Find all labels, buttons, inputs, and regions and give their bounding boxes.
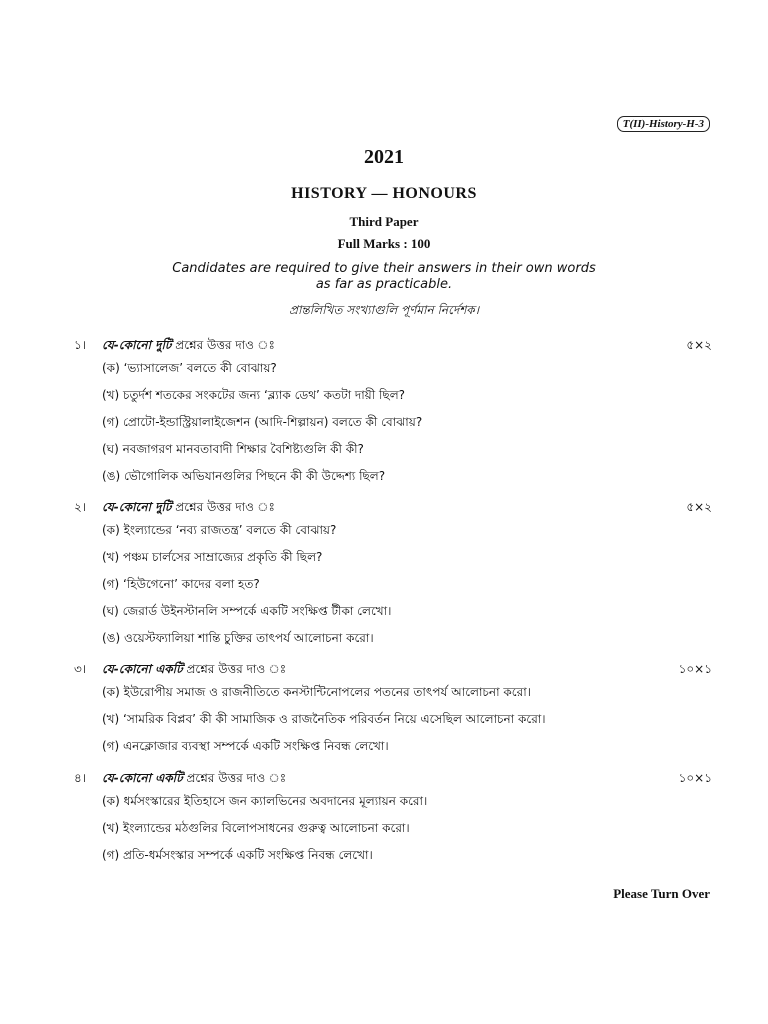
question-marks: ১০×১ [678, 771, 712, 785]
instruction-english [0, 261, 768, 293]
question-number: ৪। [74, 771, 87, 785]
instruction-line-2: as far as practicable. [315, 277, 453, 292]
question-choice: যে-কোনো দুটি [102, 500, 172, 514]
sub-question: (ক) ‘ভ্যাসালেজ’ বলতে কী বোঝায়? [102, 361, 277, 375]
sub-question: (ঘ) নবজাগরণ মানবতাবাদী শিক্ষার বৈশিষ্ট্যগুলি কী কী? [102, 442, 364, 456]
question-choice: যে-কোনো দুটি [102, 338, 172, 352]
sub-question: (গ) ‘হিউগেনো’ কাদের বলা হত? [102, 577, 260, 591]
sub-question: (খ) ‘সামরিক বিপ্লব’ কী কী সামাজিক ও রাজনৈতিক পরিবর্তন নিয়ে এসেছিল আলোচনা করো। [102, 712, 546, 726]
question-number: ১। [74, 338, 87, 352]
question-3 [74, 659, 712, 760]
sub-question: (ক) ইউরোপীয় সমাজ ও রাজনীতিতে কনস্টান্টিনোপলের পতনের তাৎপর্য আলোচনা করো। [102, 685, 531, 699]
sub-question: (গ) এনক্লোজার ব্যবস্থা সম্পর্কে একটি সংক্ষিপ্ত নিবন্ধ লেখো। [102, 739, 389, 753]
question-marks: ১০×১ [678, 662, 712, 676]
question-marks: ৫×২ [686, 500, 712, 514]
question-4 [74, 768, 712, 869]
sub-question: (ঙ) ওয়েস্টফ্যালিয়া শান্তি চুক্তির তাৎপর্য আলোচনা করো। [102, 631, 374, 645]
question-instruction-rest: প্রশ্নের উত্তর দাও ঃ [182, 771, 287, 785]
question-marks: ৫×২ [686, 338, 712, 352]
question-choice: যে-কোনো একটি [102, 662, 183, 676]
question-number: ২। [74, 500, 87, 514]
question-2 [74, 497, 712, 652]
question-number: ৩। [74, 662, 87, 676]
sub-question: (ক) ধর্মসংস্কারের ইতিহাসে জন ক্যালভিনের অবদানের মূল্যায়ন করো। [102, 794, 428, 808]
question-instruction [102, 768, 286, 788]
sub-question: (খ) চতুর্দশ শতকের সংকটের জন্য ‘ব্ল্যাক ডেথ’ কতটা দায়ী ছিল? [102, 388, 406, 402]
paper-name: Third Paper [349, 214, 419, 229]
question-header [74, 659, 712, 679]
full-marks: Full Marks : 100 [337, 236, 431, 251]
question-instruction [102, 335, 275, 355]
sub-question: (ঘ) জেরার্ড উইনস্টানলি সম্পর্কে একটি সংক্ষিপ্ত টীকা লেখো। [102, 604, 392, 618]
question-instruction-rest: প্রশ্নের উত্তর দাও ঃ [171, 500, 275, 514]
question-1 [74, 335, 712, 490]
question-header [74, 335, 712, 355]
question-header [74, 768, 712, 788]
question-choice: যে-কোনো একটি [102, 771, 183, 785]
subject-title: HISTORY — HONOURS [291, 185, 477, 202]
sub-question: (গ) প্রতি-ধর্মসংস্কার সম্পর্কে একটি সংক্ষিপ্ত নিবন্ধ লেখো। [102, 848, 373, 862]
sub-question: (গ) প্রোটো-ইন্ডাস্ট্রিয়ালাইজেশন (আদি-শিল্পায়ন) বলতে কী বোঝায়? [102, 415, 423, 429]
sub-question: (খ) পঞ্চম চার্লসের সাম্রাজ্যের প্রকৃতি কী ছিল? [102, 550, 323, 564]
question-instruction [102, 497, 275, 517]
question-header [74, 497, 712, 517]
instruction-line-1: Candidates are required to give their answers in their own words [172, 261, 596, 276]
exam-year: 2021 [364, 146, 404, 168]
please-turn-over: Please Turn Over [613, 886, 710, 901]
instruction-bengali: প্রান্তলিখিত সংখ্যাগুলি পূর্ণমান নির্দেশক। [288, 303, 479, 317]
sub-question: (খ) ইংল্যান্ডের মঠগুলির বিলোপসাধনের গুরুত্ব আলোচনা করো। [102, 821, 410, 835]
question-instruction-rest: প্রশ্নের উত্তর দাও ঃ [171, 338, 275, 352]
paper-code: T(II)-History-H-3 [617, 116, 710, 132]
sub-question: (ঙ) ভৌগোলিক অভিযানগুলির পিছনে কী কী উদ্দেশ্য ছিল? [102, 469, 386, 483]
sub-question: (ক) ইংল্যান্ডের ‘নব্য রাজতন্ত্র’ বলতে কী বোঝায়? [102, 523, 337, 537]
question-instruction-rest: প্রশ্নের উত্তর দাও ঃ [182, 662, 287, 676]
question-instruction [102, 659, 286, 679]
